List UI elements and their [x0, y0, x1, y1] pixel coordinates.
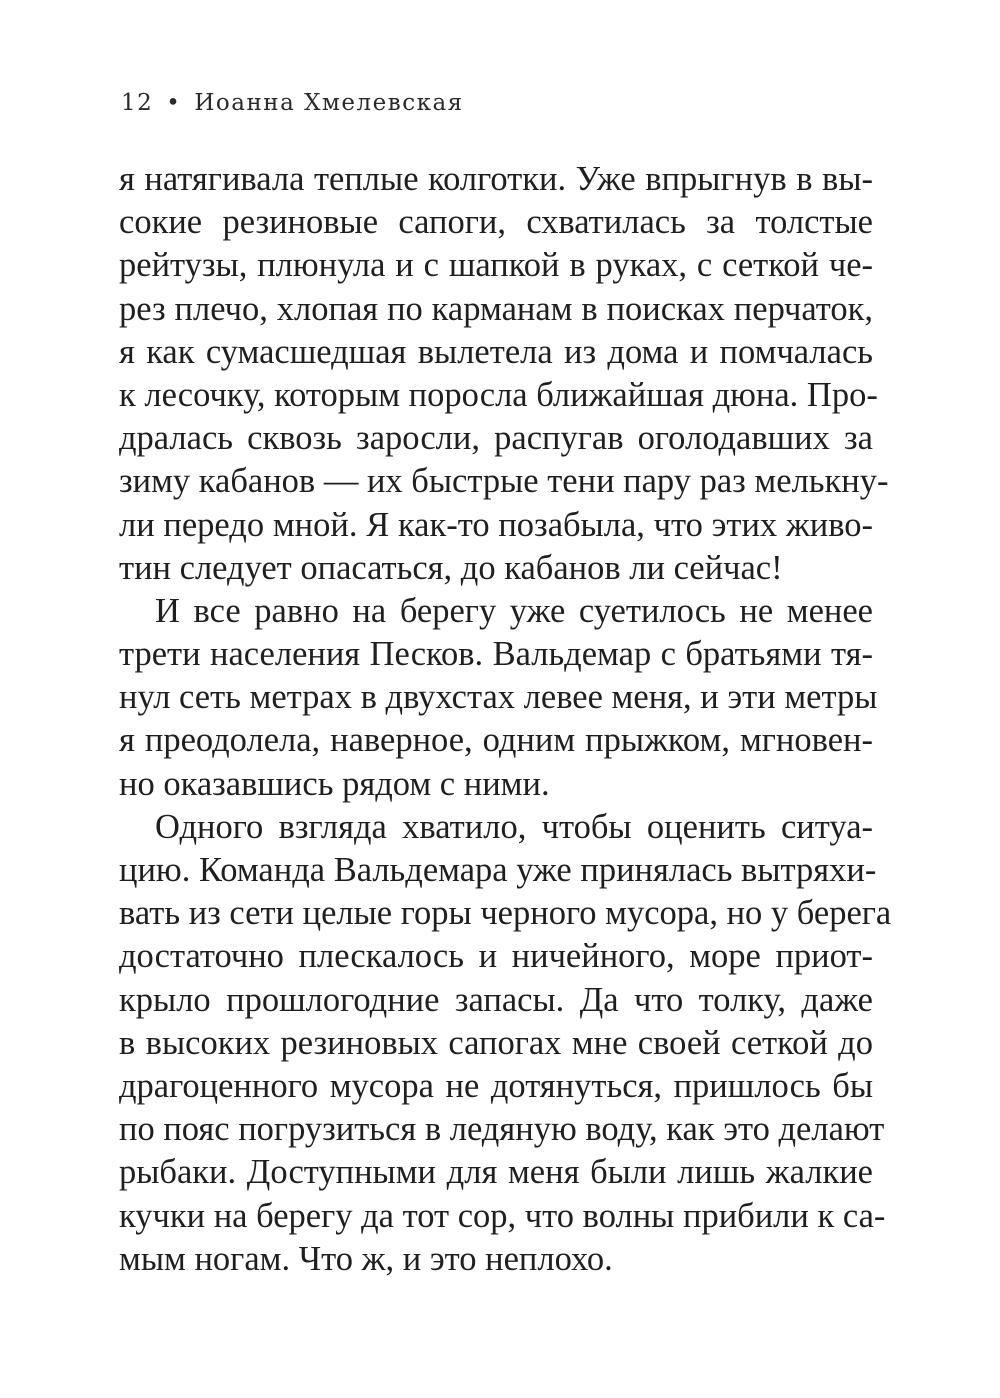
text-line: трети населения Песков. Вальдемар с братьями тя-: [119, 635, 873, 674]
paragraph: [119, 158, 889, 590]
text-line: крыло прошлогодние запасы. Да что толку, даже: [119, 980, 873, 1019]
text-line: вать из сети целые горы черного мусора, но у берега: [119, 894, 892, 933]
text-line: к лесочку, которым поросла ближайшая дюна. Про-: [119, 375, 878, 414]
text-line: рыбаки. Доступными для меня были лишь жалкие: [119, 1153, 873, 1192]
text-line: в высоких резиновых сапогах мне своей сеткой до: [119, 1023, 873, 1062]
text-line: Одного взгляда хватило, чтобы оценить ситуа-: [155, 807, 873, 846]
text-line: я натягивала теплые колготки. Уже впрыгнув в вы-: [119, 160, 873, 198]
text-line: нул сеть метрах в двухстах левее меня, и эти метры: [119, 678, 878, 717]
text-line: достаточно плескалось и ничейного, море приот-: [119, 937, 873, 976]
text-line: драгоценного мусора не дотянуться, пришлось бы: [119, 1066, 873, 1105]
text-line: ли передо мной. Я как-то позабыла, что этих живо-: [119, 505, 873, 544]
text-line: сокие резиновые сапоги, схватилась за толстые: [119, 203, 873, 242]
running-head-separator: •: [166, 90, 182, 116]
page-number: 12: [121, 90, 154, 116]
running-head: [121, 90, 464, 116]
text-line: я преодолела, наверное, одним прыжком, мгновен-: [119, 721, 873, 760]
text-line: мым ногам. Что ж, и это неплохо.: [119, 1239, 613, 1278]
text-line: я как сумасшедшая вылетела из дома и помчалась: [119, 332, 873, 371]
author-name: Иоанна Хмелевская: [194, 90, 464, 116]
text-line: по пояс погрузиться в ледяную воду, как это делают: [119, 1110, 885, 1149]
paragraph: [119, 806, 892, 1281]
text-line: рейтузы, плюнула и с шапкой в руках, с сеткой че-: [119, 246, 873, 285]
text-line: зиму кабанов — их быстрые тени пару раз мелькну-: [119, 462, 889, 501]
text-line: но оказавшись рядом с ними.: [119, 764, 550, 803]
text-line: тин следует опасаться, до кабанов ли сейчас!: [119, 548, 783, 587]
text-line: дралась сквозь заросли, распугав оголодавших за: [119, 419, 873, 458]
text-line: И все равно на берегу уже суетилось не менее: [155, 591, 873, 630]
body-text: [119, 158, 892, 1281]
paragraph: [119, 590, 878, 806]
text-line: рез плечо, хлопая по карманам в поисках перчаток,: [119, 289, 873, 328]
text-line: цию. Команда Вальдемара уже принялась вытряхи-: [119, 851, 877, 889]
text-line: кучки на берегу да тот сор, что волны прибили к са-: [119, 1196, 886, 1235]
